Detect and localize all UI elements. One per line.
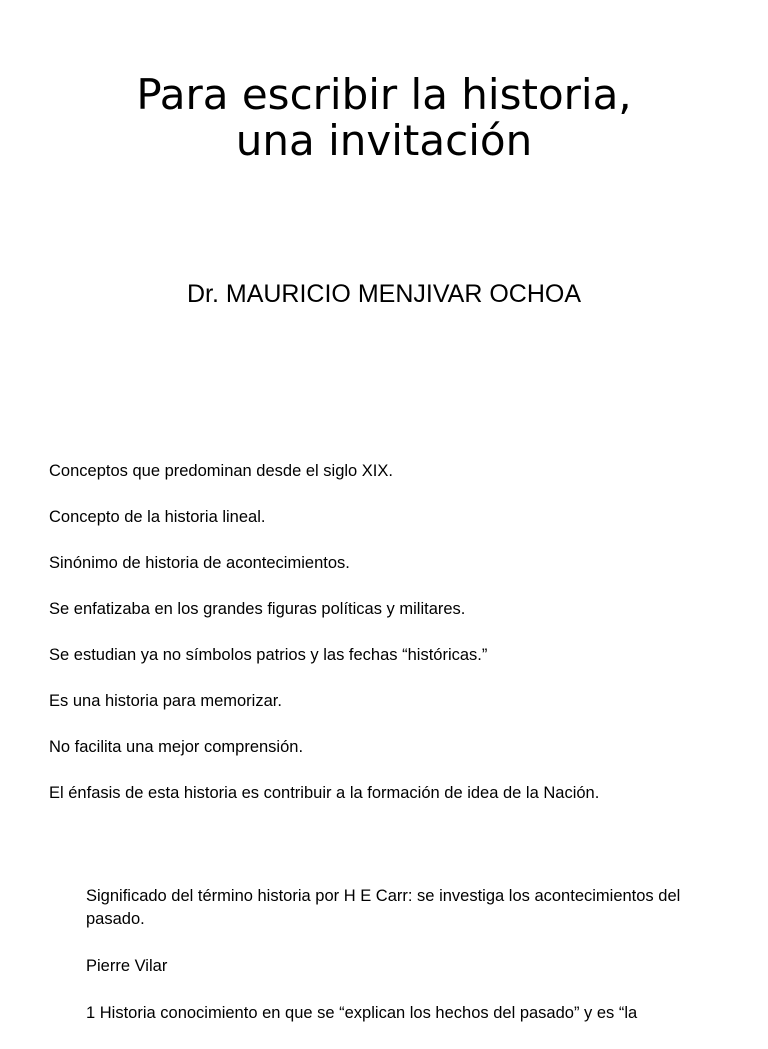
concept-item: Es una historia para memorizar.	[49, 692, 282, 710]
definition-item: Pierre Vilar	[86, 957, 168, 975]
slide-title	[0, 72, 768, 164]
definitions-list	[86, 885, 696, 1049]
definition-item: Significado del término historia por H E Carr: se investiga los acontecimientos del pasado.	[86, 887, 681, 928]
concept-item: Sinónimo de historia de acontecimientos.	[49, 554, 350, 572]
concept-item: Se estudian ya no símbolos patrios y las fechas “históricas.”	[49, 646, 488, 664]
slide-title-line-2: una invitación	[235, 116, 533, 165]
concept-item: El énfasis de esta historia es contribuir a la formación de idea de la Nación.	[49, 784, 600, 802]
slide-title-line-1: Para escribir la historia,	[136, 70, 632, 119]
author-name: Dr. MAURICIO MENJIVAR OCHOA	[186, 280, 581, 308]
concept-item: Conceptos que predominan desde el siglo XIX.	[49, 462, 393, 480]
concept-item: Concepto de la historia lineal.	[49, 508, 266, 526]
concept-item: Se enfatizaba en los grandes figuras políticas y militares.	[49, 600, 466, 618]
concept-item: No facilita una mejor comprensión.	[49, 738, 304, 756]
definition-item: 1 Historia conocimiento en que se “explican los hechos del pasado” y es “la	[86, 1004, 638, 1022]
concepts-list	[49, 460, 609, 828]
